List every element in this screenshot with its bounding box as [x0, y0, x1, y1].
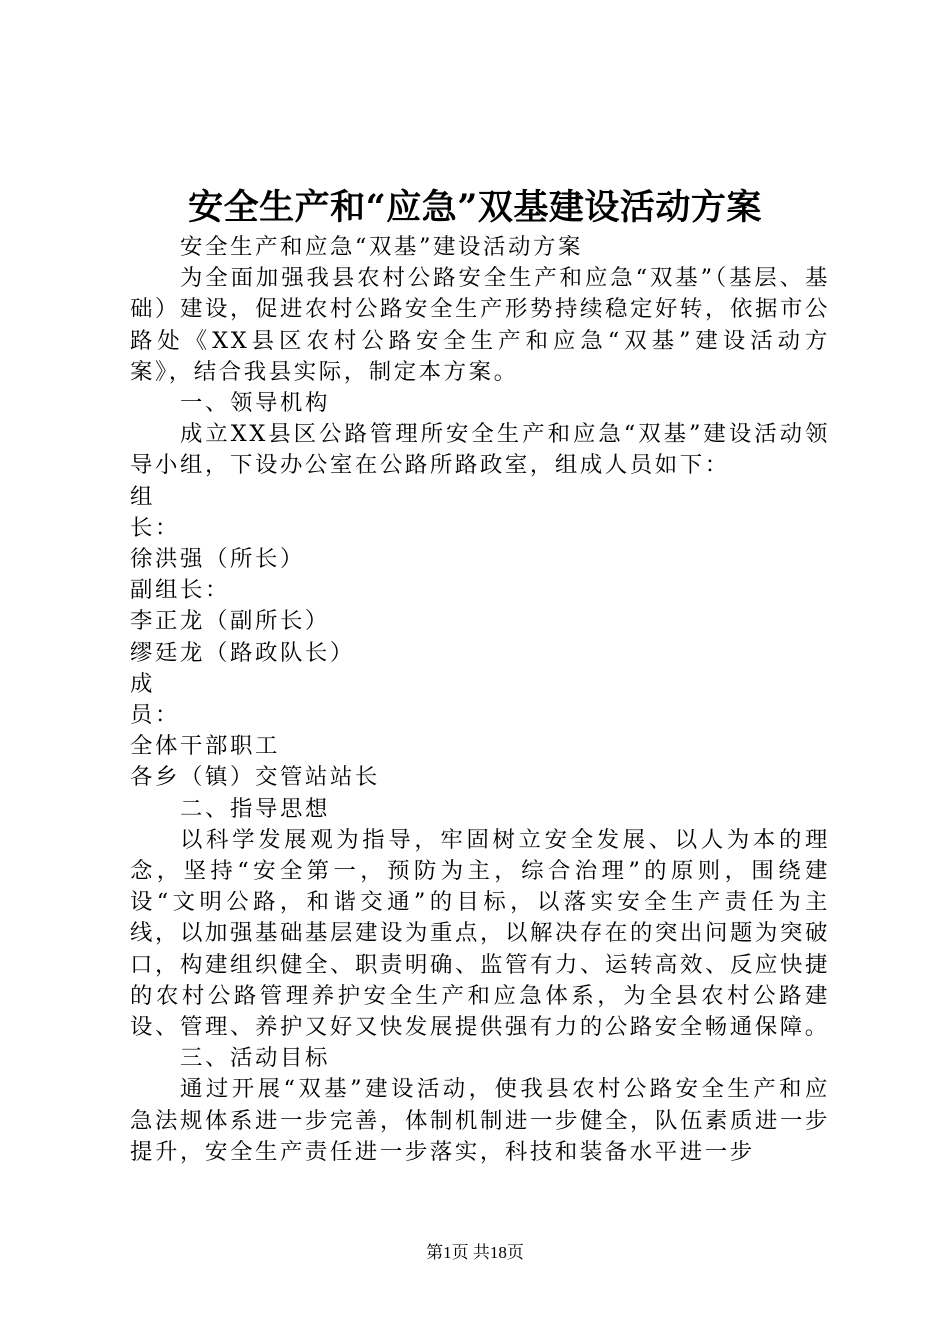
paragraph: 缪廷龙（路政队长） [130, 639, 355, 666]
document-title: 安全生产和“应急”双基建设活动方案 [188, 187, 762, 228]
paragraph: 徐洪强（所长） [130, 546, 305, 573]
page-number: 第1页 共18页 [426, 1243, 524, 1262]
paragraph: 为全面加强我县农村公路安全生产和应急“双基”（基层、基础）建设，促进农村公路安全生产形势持续稳定好转，依据市公路处《XX县区农村公路安全生产和应急“双基”建设活动方案》，结合我县实际，制定本方案。 [130, 265, 830, 385]
paragraph: 成立XX县区公路管理所安全生产和应急“双基”建设活动领导小组，下设办公室在公路所路政室，组成人员如下： [130, 421, 830, 479]
paragraph: 李正龙（副所长） [130, 608, 330, 635]
paragraph: 全体干部职工 [130, 733, 280, 760]
paragraph: 员： [130, 702, 180, 729]
paragraph: 组 [130, 483, 155, 510]
paragraph: 二、指导思想 [180, 795, 330, 822]
paragraph: 通过开展“双基”建设活动，使我县农村公路安全生产和应急法规体系进一步完善，体制机制进一步健全，队伍素质进一步提升，安全生产责任进一步落实，科技和装备水平进一步 [130, 1076, 830, 1165]
paragraph: 长： [130, 514, 180, 541]
document-body [130, 232, 830, 1168]
paragraph: 各乡（镇）交管站站长 [130, 764, 380, 791]
paragraph: 副组长： [130, 577, 230, 604]
paragraph: 三、活动目标 [180, 1045, 330, 1072]
paragraph: 以科学发展观为指导，牢固树立安全发展、以人为本的理念，坚持“安全第一，预防为主，综合治理”的原则，围绕建设“文明公路，和谐交通”的目标，以落实安全生产责任为主线，以加强基础基层建设为重点，以解决存在的突出问题为突破口，构建组织健全、职责明确、监管有力、运转高效、反应快捷的农村公路管理养护安全生产和应急体系，为全县农村公路建设、管理、养护又好又快发展提供强有力的公路安全畅通保障。 [130, 826, 830, 1041]
paragraph: 成 [130, 670, 155, 697]
paragraph: 安全生产和应急“双基”建设活动方案 [180, 234, 583, 260]
paragraph: 一、领导机构 [180, 390, 330, 417]
